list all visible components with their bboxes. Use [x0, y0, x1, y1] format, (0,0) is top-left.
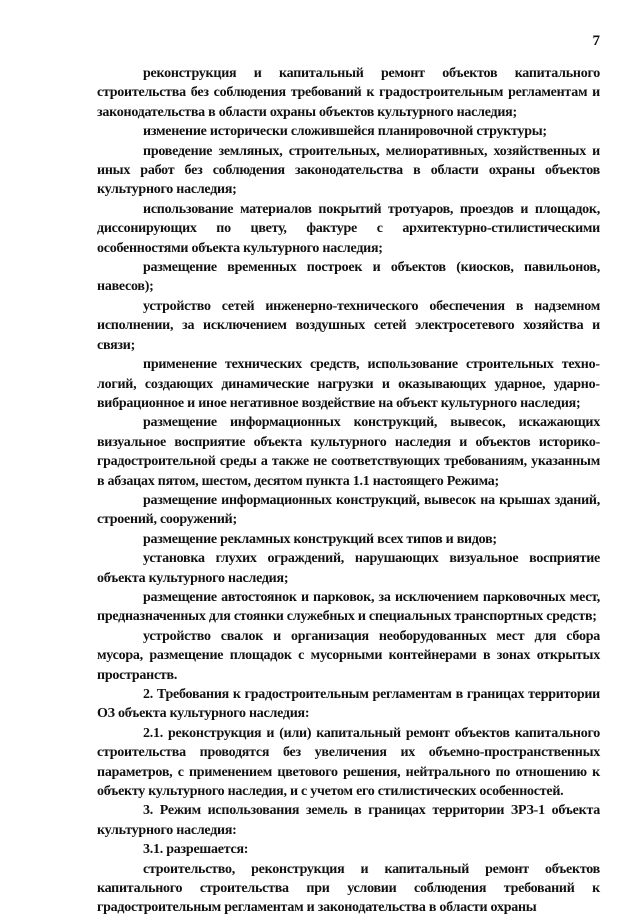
paragraph: реконструкция и капитальный ремонт объектов капитального строительства без соблюдения требований к градостроительным регламентам и законодательства в области охраны объектов культурного наследия; — [97, 66, 600, 120]
page-number: 7 — [592, 33, 600, 49]
paragraph: 3.1. разрешается: — [143, 842, 249, 858]
paragraph: проведение земляных, строительных, мелиоративных, хозяйственных и иных работ без соблюдения законодательства в области охраны объектов культурного наследия; — [97, 143, 600, 198]
document-body — [97, 64, 600, 918]
paragraph: 3. Режим использования земель в границах территории ЗРЗ-1 объекта культурного наследия: — [97, 803, 600, 838]
paragraph: размещение информационных конструкций, вывесок на крышах зданий, строений, сооружений; — [97, 492, 600, 528]
paragraph: устройство свалок и организация необорудованных мест для сбора мусора, размещение площадок с мусорными контейнерами в зонах открытых пространств. — [97, 628, 600, 683]
paragraph: 2. Требования к градостроительным регламентам в границах территории ОЗ объекта культурного наследия: — [97, 687, 600, 722]
paragraph: размещение временных построек и объектов (киосков, павильонов, навесов); — [97, 260, 600, 295]
paragraph: строительство, реконструкция и капитальный ремонт объектов капитального строительства при условии соблюдения требований к градостроительным регламентам и законодательства в области охраны — [97, 861, 600, 916]
paragraph: использование материалов покрытий тротуаров, проездов и площадок, диссонирующих по цвету, фактуре с архитектурно-стилистическими особенностями объекта культурного наследия; — [97, 201, 600, 256]
paragraph: устройство сетей инженерно-технического обеспечения в надземном исполнении, за исключением воздушных сетей электросетевого хозяйства и связи; — [97, 298, 600, 353]
paragraph: изменение исторически сложившейся планировочной структуры; — [143, 124, 547, 140]
paragraph: размещение информационных конструкций, вывесок, искажающих визуальное восприятие объекта культурного наследия и объектов историко-градостроительной среды а также не соответствующих требованиям, указанным в абзацах пятом, шестом, десятом пункта 1.1 настоящего Режима; — [97, 415, 600, 489]
paragraph: размещение рекламных конструкций всех типов и видов; — [143, 531, 497, 547]
paragraph: размещение автостоянок и парковок, за исключением парковочных мест, предназначенных для стоянки служебных и специальных транспортных средств; — [97, 589, 600, 625]
paragraph: установка глухих ограждений, нарушающих визуальное восприятие объекта культурного наследия; — [97, 551, 600, 586]
paragraph: применение технических средств, использование строительных технологий, создающих динамические нагрузки и оказывающих ударное, ударновибрационное и иное негативное воздействие на объект культурного наследия; — [97, 357, 600, 411]
paragraph: 2.1. реконструкция и (или) капитальный ремонт объектов капитального строительства проводятся без увеличения их объемно-пространственных параметров, с применением цветового решения, нейтрального по отношению к объекту культурного наследия, и с учетом его стилистических особенностей. — [97, 725, 600, 800]
